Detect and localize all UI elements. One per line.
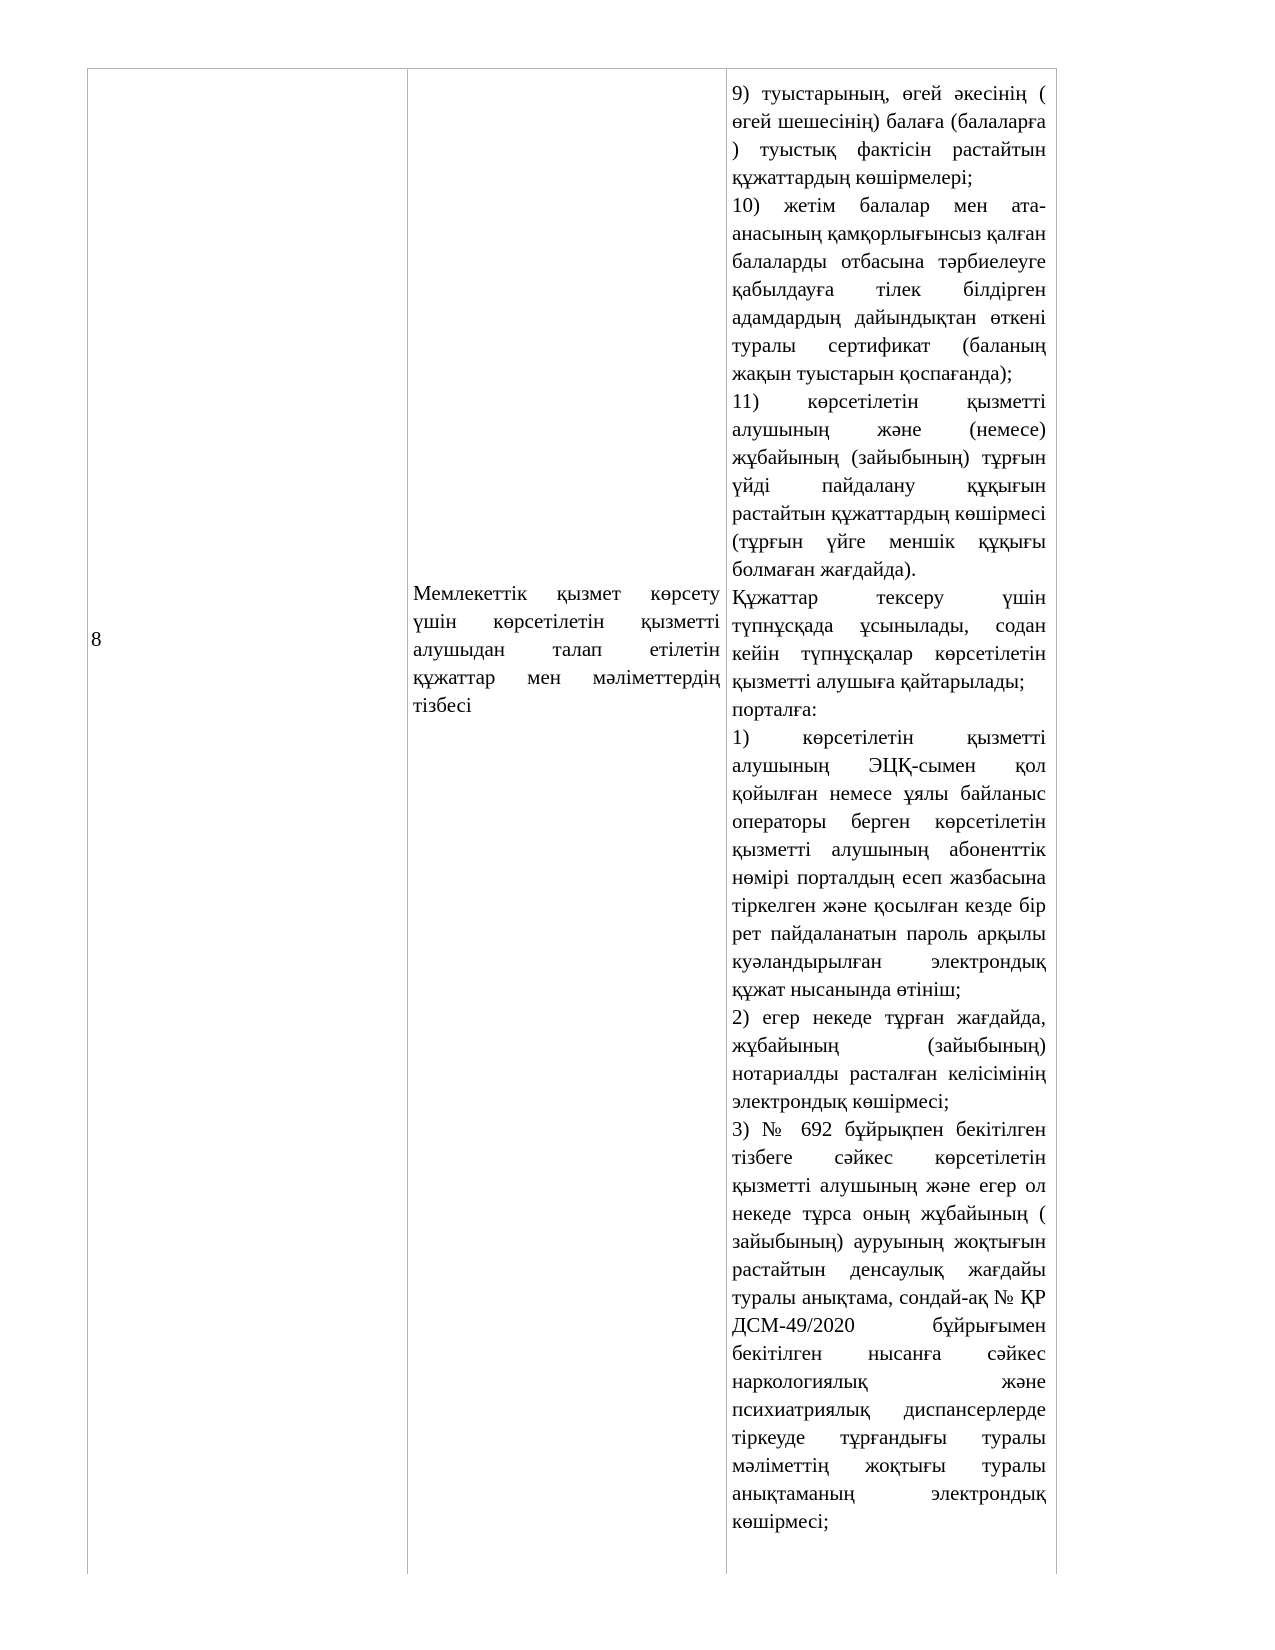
row-content-cell bbox=[727, 69, 1057, 1574]
row-number: 8 bbox=[91, 627, 102, 651]
paragraph: порталға: bbox=[732, 697, 818, 721]
paragraph: 3) № 692 бұйрықпен бекітілген тізбеге сәйкес көрсетілетін қызметті алушының және егер ол некеде тұрса оның жұбайының ( зайыбының) ауруының жоқтығын растайтын денсаулық жағдайы туралы анықтама, сондай-ақ № ҚР ДСМ-49/2020 бұйрығымен бекітілген нысанға сәйкес наркологиялық және психиатриялық диспансерлерде тіркеуде тұрғандығы туралы мәліметтің жоқтығы туралы анықтаманың электрондық көшірмесі; bbox=[732, 1117, 1046, 1533]
requirements-table-row bbox=[87, 68, 1057, 1574]
paragraph: 10) жетім балалар мен ата-анасының қамқорлығынсыз қалған балаларды отбасына тәрбиелеуге қабылдауға тілек білдірген адамдардың дайындықтан өткені туралы сертификат (баланың жақын туыстарын қоспағанда); bbox=[732, 193, 1046, 385]
paragraph: 2) егер некеде тұрған жағдайда, жұбайының (зайыбының) нотариалды расталған келісімінің электрондық көшірмесі; bbox=[732, 1005, 1046, 1113]
row-label-cell bbox=[408, 69, 727, 1574]
paragraph: 1) көрсетілетін қызметті алушының ЭЦҚ-сымен қол қойылған немесе ұялы байланыс операторы берген көрсетілетін қызметті алушының абоненттік нөмірі порталдың есеп жазбасына тіркелген және қосылған кезде бір рет пайдаланатын пароль арқылы куәландырылған электрондық құжат нысанында өтініш; bbox=[732, 725, 1046, 1001]
paragraph: 9) туыстарының, өгей әкесінің ( өгей шешесінің) балаға (балаларға ) туыстық фактісін растайтын құжаттардың көшірмелері; bbox=[732, 81, 1046, 189]
row-criterion-label: Мемлекеттік қызмет көрсету үшін көрсетілетін қызметті алушыдан талап етілетін құжаттар мен мәліметтердің тізбесі bbox=[413, 581, 720, 717]
row-number-cell bbox=[87, 69, 408, 1574]
paragraph: 11) көрсетілетін қызметті алушының және (немесе) жұбайының (зайыбының) тұрғын үйді пайдалану құқығын растайтын құжаттардың көшірмесі (тұрғын үйге меншік құқығы болмаған жағдайда). bbox=[732, 389, 1046, 581]
paragraph: Құжаттар тексеру үшін түпнұсқада ұсынылады, содан кейін түпнұсқалар көрсетілетін қызметті алушыға қайтарылады; bbox=[732, 585, 1046, 693]
